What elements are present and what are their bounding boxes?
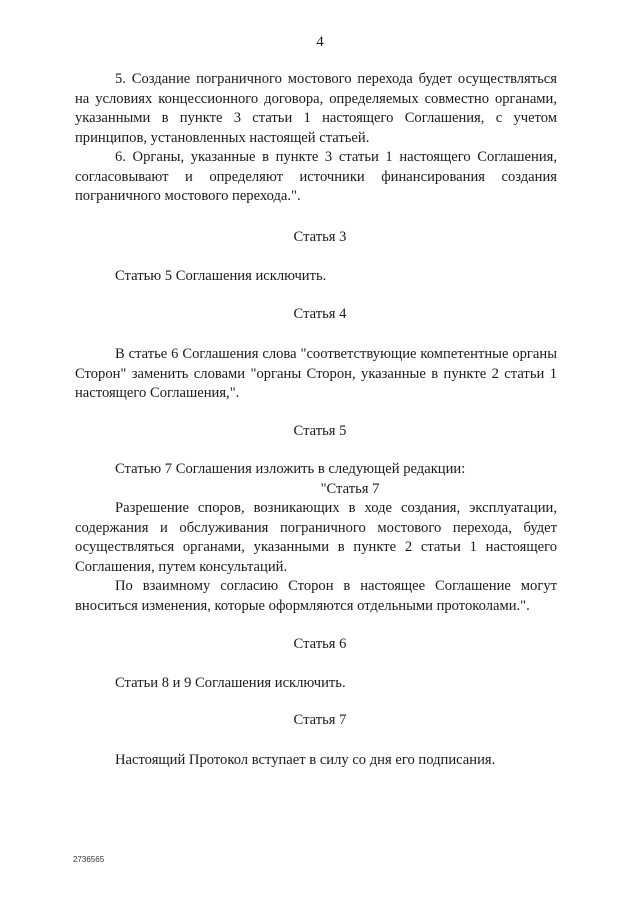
article-4-text: В статье 6 Соглашения слова "соответствующие компетентные органы Сторон" заменить словами "органы Сторон, указанные в пункте 2 статьи 1 настоящего Соглашения,". bbox=[75, 346, 557, 401]
article-7-text: Настоящий Протокол вступает в силу со дня его подписания. bbox=[115, 752, 496, 768]
quoted-article-7-paragraph-1: Разрешение споров, возникающих в ходе создания, эксплуатации, содержания и обслуживания пограничного мостового перехода, будет осуществляться органами, указанными в пункте 2 статьи 1 настоящего Соглашения, путем консультаций. bbox=[75, 500, 557, 575]
article-4-heading: Статья 4 bbox=[293, 306, 347, 322]
article-4-body bbox=[75, 345, 557, 404]
quoted-article-7-paragraph-2: По взаимному согласию Сторон в настоящее Соглашение могут вноситься изменения, которые оформляются отдельными протоколами.". bbox=[75, 578, 557, 614]
article-6-text: Статьи 8 и 9 Соглашения исключить. bbox=[115, 675, 346, 691]
article-5-body bbox=[75, 460, 557, 616]
article-5-intro: Статью 7 Соглашения изложить в следующей редакции: bbox=[115, 461, 466, 477]
article-6-heading: Статья 6 bbox=[293, 636, 347, 652]
paragraph-5: 5. Создание пограничного мостового перехода будет осуществляться на условиях концессионного договора, определяемых совместно органами, указанными в пункте 3 статьи 1 настоящего Соглашения, с учетом принципов, установленных настоящей статьей. bbox=[75, 71, 557, 146]
page-number: 4 bbox=[316, 34, 324, 50]
section-block-1 bbox=[75, 70, 557, 207]
quoted-article-7-heading: "Статья 7 bbox=[320, 480, 380, 497]
article-5-heading: Статья 5 bbox=[293, 423, 347, 439]
article-3-body bbox=[75, 267, 557, 287]
article-7-heading: Статья 7 bbox=[293, 712, 347, 728]
article-7-body bbox=[75, 751, 557, 771]
article-3-text: Статью 5 Соглашения исключить. bbox=[115, 268, 327, 284]
paragraph-6: 6. Органы, указанные в пункте 3 статьи 1 настоящего Соглашения, согласовывают и определяют источники финансирования создания пограничного мостового перехода.". bbox=[75, 149, 557, 204]
document-id: 2736565 bbox=[73, 855, 105, 864]
article-6-body bbox=[75, 674, 557, 694]
article-3-heading: Статья 3 bbox=[293, 229, 347, 245]
